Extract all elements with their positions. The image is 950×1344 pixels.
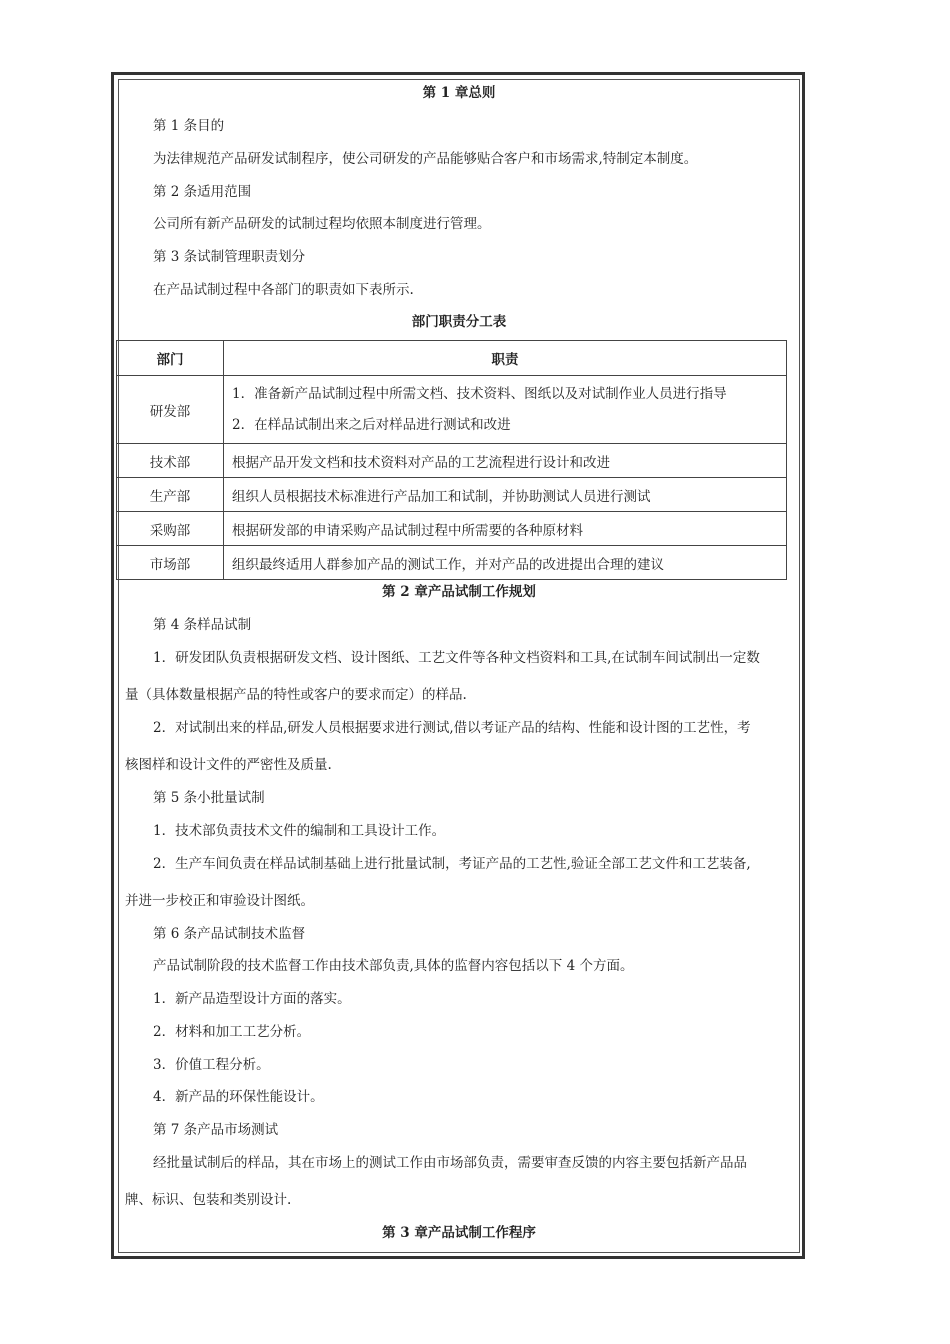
article-3-body: 在产品试制过程中各部门的职责如下表所示. [153,282,414,298]
table-caption: 部门职责分工表 [411,314,507,330]
row-duty [224,376,787,444]
article-4-title: 第 4 条样品试制 [153,617,252,633]
article-5-para-1: 1．技术部负责技术文件的编制和工具设计工作。 [153,823,446,839]
article-1-body: 为法律规范产品研发试制程序，使公司研发的产品能够贴合客户和市场需求,特制定本制度。 [153,151,698,167]
table-row [117,512,787,546]
article-2-body: 公司所有新产品研发的试制过程均依照本制度进行管理。 [153,216,491,232]
row-duty: 组织人员根据技术标准进行产品加工和试制，并协助测试人员进行测试 [224,478,787,512]
table-header-row [117,341,787,376]
article-5-title: 第 5 条小批量试制 [153,790,265,806]
chapter-3-title: 第 3 章产品试制工作程序 [382,1225,536,1241]
article-4-para-2: 2．对试制出来的样品,研发人员根据要求进行测试,借以考证产品的结构、性能和设计图的工艺性，考 [153,720,751,736]
article-6-item: 4．新产品的环保性能设计。 [153,1089,324,1105]
article-6-item: 1．新产品造型设计方面的落实。 [153,991,351,1007]
article-6-item: 3．价值工程分析。 [153,1057,270,1073]
row-duty: 根据研发部的申请采购产品试制过程中所需要的各种原材料 [224,512,787,546]
article-4-para-2-cont: 核图样和设计文件的严密性及质量. [125,757,332,773]
header-dept: 部门 [117,341,224,376]
article-6-body: 产品试制阶段的技术监督工作由技术部负责,具体的监督内容包括以下 4 个方面。 [153,958,634,974]
duty-table [116,340,787,580]
row-duty: 组织最终适用人群参加产品的测试工作，并对产品的改进提出合理的建议 [224,546,787,580]
article-1-title: 第 1 条目的 [153,118,225,134]
article-4-para-1-cont: 量（具体数量根据产品的特性或客户的要求而定）的样品. [125,687,467,703]
row-dept: 生产部 [117,478,224,512]
article-7-body: 经批量试制后的样品，其在市场上的测试工作由市场部负责，需要审查反馈的内容主要包括新产品品 [153,1155,747,1171]
article-5-para-2-cont: 并进一步校正和审验设计图纸。 [125,893,314,909]
row-dept: 研发部 [117,376,224,444]
chapter-1-title: 第 1 章总则 [422,85,496,101]
row-dept: 市场部 [117,546,224,580]
article-7-title: 第 7 条产品市场测试 [153,1122,279,1138]
chapter-2-title: 第 2 章产品试制工作规划 [382,584,536,600]
article-2-title: 第 2 条适用范围 [153,184,252,200]
header-duty: 职责 [224,341,787,376]
table-row [117,376,787,444]
duty-line: 1．准备新产品试制过程中所需文档、技术资料、图纸以及对试制作业人员进行指导 [232,385,727,402]
article-6-item: 2．材料和加工工艺分析。 [153,1024,311,1040]
table-row [117,546,787,580]
article-7-body-cont: 牌、标识、包装和类别设计. [125,1192,292,1208]
table-row [117,478,787,512]
row-dept: 技术部 [117,444,224,478]
duty-line: 2．在样品试制出来之后对样品进行测试和改进 [232,416,511,433]
article-5-para-2: 2．生产车间负责在样品试制基础上进行批量试制，考证产品的工艺性,验证全部工艺文件和工艺装备, [153,856,751,872]
article-6-title: 第 6 条产品试制技术监督 [153,926,306,942]
table-row [117,444,787,478]
article-4-para-1: 1．研发团队负责根据研发文档、设计图纸、工艺文件等各种文档资料和工具,在试制车间试制出一定数 [153,650,760,666]
article-3-title: 第 3 条试制管理职责划分 [153,249,306,265]
row-duty: 根据产品开发文档和技术资料对产品的工艺流程进行设计和改进 [224,444,787,478]
row-dept: 采购部 [117,512,224,546]
